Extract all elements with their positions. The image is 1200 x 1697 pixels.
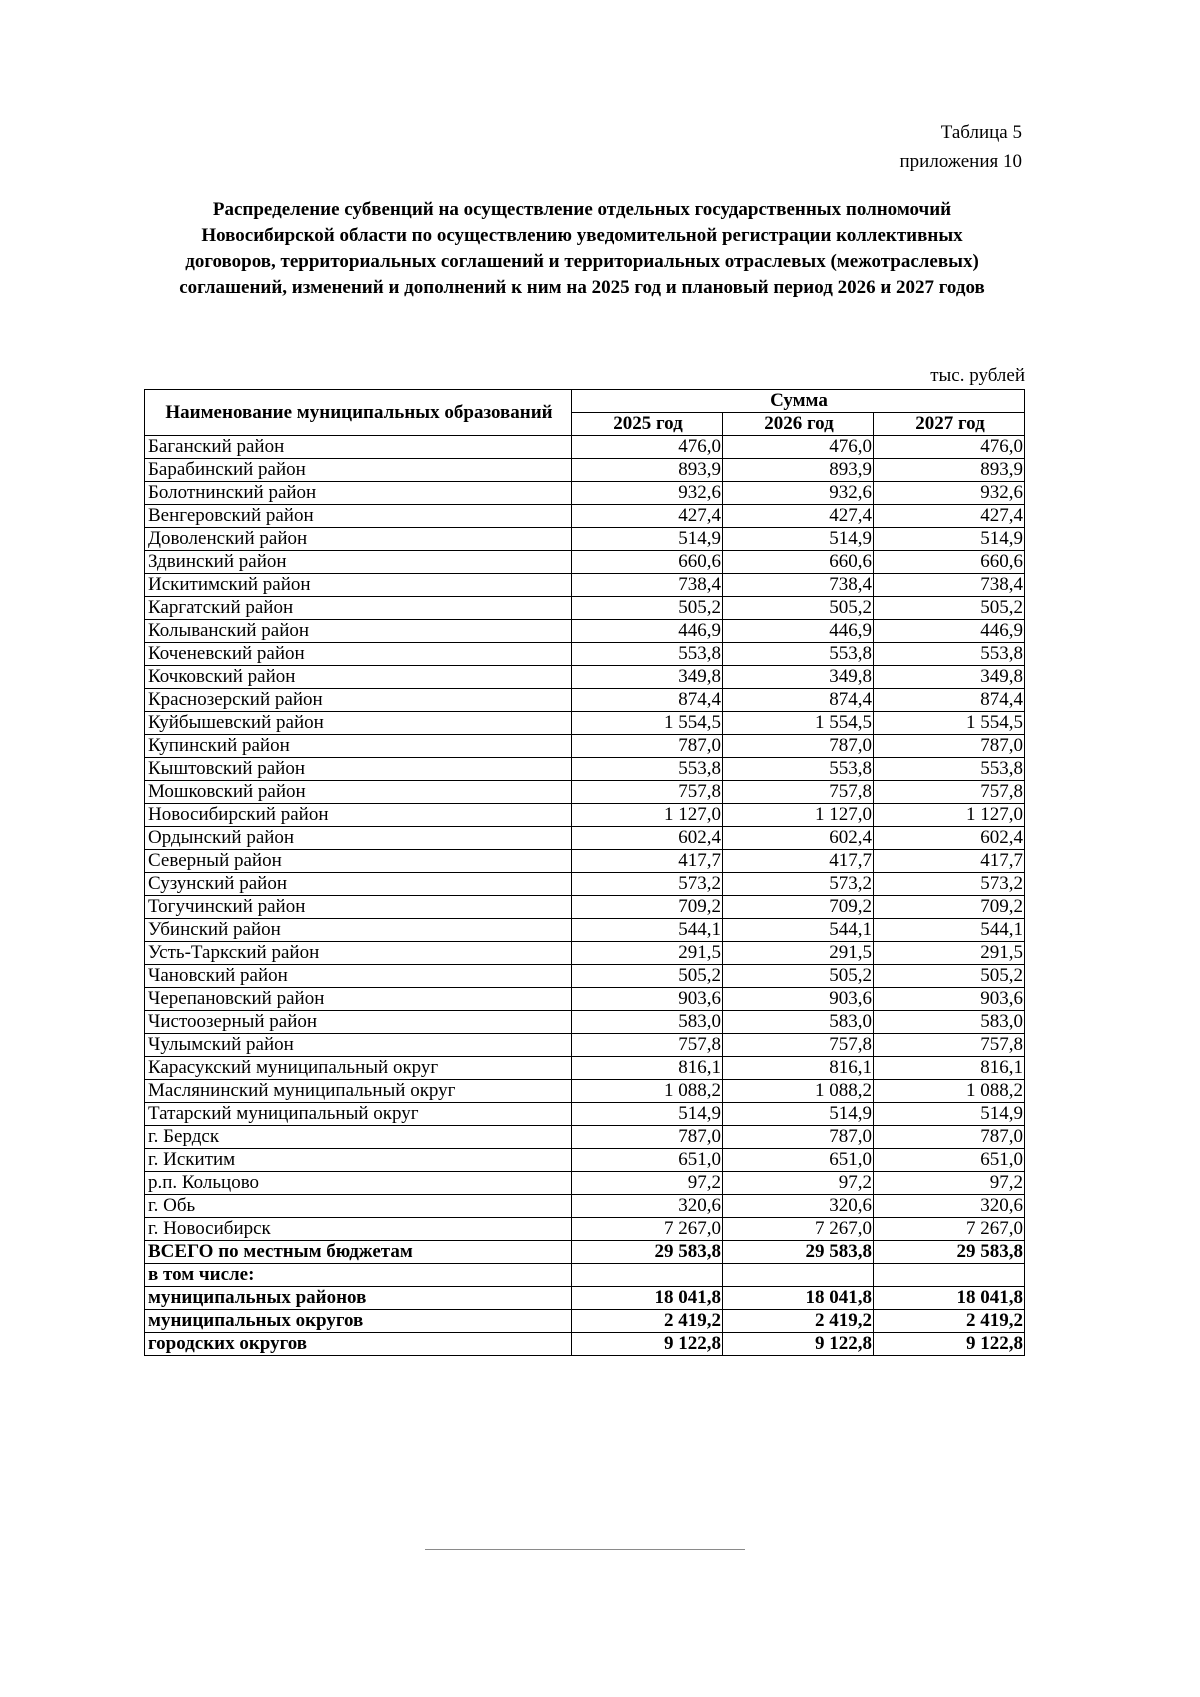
municipality-name: в том числе: [145, 1264, 572, 1287]
amount-2026: 757,8 [723, 1034, 874, 1057]
amount-2027: 787,0 [874, 735, 1025, 758]
table-row [145, 873, 1025, 896]
amount-2026: 757,8 [723, 781, 874, 804]
table-row [145, 1333, 1025, 1356]
municipality-name: Коченевский район [145, 643, 572, 666]
footer-rule [425, 1549, 745, 1550]
amount-2027: 757,8 [874, 781, 1025, 804]
amount-2025: 1 554,5 [572, 712, 723, 735]
table-row [145, 1103, 1025, 1126]
amount-2025: 583,0 [572, 1011, 723, 1034]
municipality-name: Сузунский район [145, 873, 572, 896]
amount-2025: 514,9 [572, 528, 723, 551]
amount-2027: 349,8 [874, 666, 1025, 689]
amount-2027: 505,2 [874, 597, 1025, 620]
subvention-table [144, 389, 1025, 1356]
amount-2026: 514,9 [723, 528, 874, 551]
amount-2026: 893,9 [723, 459, 874, 482]
amount-2027: 651,0 [874, 1149, 1025, 1172]
amount-2026: 874,4 [723, 689, 874, 712]
table-row [145, 758, 1025, 781]
amount-2025: 893,9 [572, 459, 723, 482]
document-title [140, 197, 1024, 301]
amount-2026: 651,0 [723, 1149, 874, 1172]
amount-2026: 932,6 [723, 482, 874, 505]
amount-2026: 7 267,0 [723, 1218, 874, 1241]
municipality-name: Доволенский район [145, 528, 572, 551]
municipality-name: Мошковский район [145, 781, 572, 804]
table-row [145, 1310, 1025, 1333]
amount-2025: 573,2 [572, 873, 723, 896]
amount-2026: 505,2 [723, 965, 874, 988]
table-row [145, 712, 1025, 735]
title-line: Новосибирской области по осуществлению уведомительной регистрации коллективных [201, 225, 963, 246]
amount-2026: 1 088,2 [723, 1080, 874, 1103]
municipality-name: Здвинский район [145, 551, 572, 574]
amount-2026: 97,2 [723, 1172, 874, 1195]
table-reference [900, 118, 1022, 176]
amount-2025: 660,6 [572, 551, 723, 574]
municipality-name: Баганский район [145, 436, 572, 459]
amount-2026: 18 041,8 [723, 1287, 874, 1310]
amount-2025: 553,8 [572, 643, 723, 666]
amount-2025: 514,9 [572, 1103, 723, 1126]
title-line: Распределение субвенций на осуществление отдельных государственных полномочий [212, 199, 952, 220]
table-row [145, 620, 1025, 643]
amount-2025: 7 267,0 [572, 1218, 723, 1241]
table-row [145, 1126, 1025, 1149]
amount-2025: 651,0 [572, 1149, 723, 1172]
table-row [145, 781, 1025, 804]
amount-2025: 1 088,2 [572, 1080, 723, 1103]
amount-2027: 320,6 [874, 1195, 1025, 1218]
municipality-name: Маслянинский муниципальный округ [145, 1080, 572, 1103]
amount-2027: 602,4 [874, 827, 1025, 850]
amount-2027: 7 267,0 [874, 1218, 1025, 1241]
amount-2027 [874, 1264, 1025, 1287]
table-row [145, 804, 1025, 827]
municipality-name: г. Новосибирск [145, 1218, 572, 1241]
amount-2025 [572, 1264, 723, 1287]
municipality-name: Искитимский район [145, 574, 572, 597]
amount-2027: 1 554,5 [874, 712, 1025, 735]
amount-2025: 787,0 [572, 735, 723, 758]
amount-2025: 97,2 [572, 1172, 723, 1195]
amount-2027: 816,1 [874, 1057, 1025, 1080]
table-row [145, 1195, 1025, 1218]
year-header: 2025 год [572, 413, 723, 436]
municipality-name: Новосибирский район [145, 804, 572, 827]
amount-2026: 446,9 [723, 620, 874, 643]
amount-2027: 874,4 [874, 689, 1025, 712]
table-body [145, 436, 1025, 1356]
amount-2027: 1 127,0 [874, 804, 1025, 827]
table-row [145, 1011, 1025, 1034]
amount-2025: 544,1 [572, 919, 723, 942]
table-row [145, 482, 1025, 505]
appendix-number: приложения 10 [899, 151, 1022, 172]
municipality-name: Чулымский район [145, 1034, 572, 1057]
amount-2025: 29 583,8 [572, 1241, 723, 1264]
amount-2026: 583,0 [723, 1011, 874, 1034]
title-line: соглашений, изменений и дополнений к ним на 2025 год и плановый период 2026 и 2027 годов [179, 277, 985, 298]
amount-2027: 2 419,2 [874, 1310, 1025, 1333]
table-row [145, 965, 1025, 988]
table-row [145, 1034, 1025, 1057]
amount-2025: 18 041,8 [572, 1287, 723, 1310]
amount-2027: 553,8 [874, 643, 1025, 666]
table-row [145, 1149, 1025, 1172]
amount-2025: 816,1 [572, 1057, 723, 1080]
municipality-name: г. Искитим [145, 1149, 572, 1172]
amount-2025: 757,8 [572, 1034, 723, 1057]
amount-2026: 476,0 [723, 436, 874, 459]
municipality-name: ВСЕГО по местным бюджетам [145, 1241, 572, 1264]
amount-2027: 18 041,8 [874, 1287, 1025, 1310]
table-row [145, 1218, 1025, 1241]
table-row [145, 827, 1025, 850]
amount-2026: 9 122,8 [723, 1333, 874, 1356]
amount-2025: 291,5 [572, 942, 723, 965]
amount-2026: 602,4 [723, 827, 874, 850]
table-row [145, 574, 1025, 597]
municipality-name: г. Обь [145, 1195, 572, 1218]
amount-2025: 757,8 [572, 781, 723, 804]
municipality-name: Венгеровский район [145, 505, 572, 528]
municipality-name: Краснозерский район [145, 689, 572, 712]
amount-2027: 903,6 [874, 988, 1025, 1011]
municipality-name: г. Бердск [145, 1126, 572, 1149]
amount-2027: 29 583,8 [874, 1241, 1025, 1264]
amount-2027: 709,2 [874, 896, 1025, 919]
amount-2025: 476,0 [572, 436, 723, 459]
amount-2027: 1 088,2 [874, 1080, 1025, 1103]
amount-2025: 932,6 [572, 482, 723, 505]
table-row [145, 1057, 1025, 1080]
table-number: Таблица 5 [940, 122, 1022, 143]
amount-2027: 505,2 [874, 965, 1025, 988]
municipality-name: р.п. Кольцово [145, 1172, 572, 1195]
year-header: 2027 год [874, 413, 1025, 436]
amount-2025: 349,8 [572, 666, 723, 689]
amount-2027: 514,9 [874, 1103, 1025, 1126]
amount-2027: 757,8 [874, 1034, 1025, 1057]
table-row [145, 1080, 1025, 1103]
sum-column-header: Сумма [572, 390, 1025, 413]
amount-2027: 932,6 [874, 482, 1025, 505]
amount-2025: 427,4 [572, 505, 723, 528]
amount-2025: 903,6 [572, 988, 723, 1011]
name-column-header: Наименование муниципальных образований [145, 390, 572, 436]
amount-2027: 573,2 [874, 873, 1025, 896]
amount-2026: 787,0 [723, 735, 874, 758]
municipality-name: Чистоозерный район [145, 1011, 572, 1034]
table-row [145, 1287, 1025, 1310]
municipality-name: Убинский район [145, 919, 572, 942]
amount-2026: 505,2 [723, 597, 874, 620]
amount-2026: 1 127,0 [723, 804, 874, 827]
municipality-name: муниципальных районов [145, 1287, 572, 1310]
amount-2025: 787,0 [572, 1126, 723, 1149]
amount-2025: 9 122,8 [572, 1333, 723, 1356]
amount-2027: 291,5 [874, 942, 1025, 965]
table-row [145, 505, 1025, 528]
amount-2025: 417,7 [572, 850, 723, 873]
amount-2026: 553,8 [723, 643, 874, 666]
table-row [145, 1172, 1025, 1195]
municipality-name: Чановский район [145, 965, 572, 988]
amount-2026: 2 419,2 [723, 1310, 874, 1333]
amount-2026: 514,9 [723, 1103, 874, 1126]
table-row [145, 1241, 1025, 1264]
table-row [145, 1264, 1025, 1287]
amount-2026: 320,6 [723, 1195, 874, 1218]
municipality-name: Кыштовский район [145, 758, 572, 781]
table-row [145, 735, 1025, 758]
municipality-name: Тогучинский район [145, 896, 572, 919]
amount-2026: 903,6 [723, 988, 874, 1011]
municipality-name: Куйбышевский район [145, 712, 572, 735]
municipality-name: Усть-Таркский район [145, 942, 572, 965]
table-row [145, 436, 1025, 459]
municipality-name: Северный район [145, 850, 572, 873]
amount-2027: 97,2 [874, 1172, 1025, 1195]
municipality-name: Ордынский район [145, 827, 572, 850]
amount-2025: 874,4 [572, 689, 723, 712]
municipality-name: Каргатский район [145, 597, 572, 620]
table-row [145, 942, 1025, 965]
amount-2025: 446,9 [572, 620, 723, 643]
amount-2025: 505,2 [572, 965, 723, 988]
amount-2027: 738,4 [874, 574, 1025, 597]
amount-2025: 2 419,2 [572, 1310, 723, 1333]
amount-2026: 660,6 [723, 551, 874, 574]
amount-2026 [723, 1264, 874, 1287]
municipality-name: Купинский район [145, 735, 572, 758]
amount-2026: 573,2 [723, 873, 874, 896]
title-line: договоров, территориальных соглашений и территориальных отраслевых (межотраслевых) [185, 251, 979, 272]
amount-2026: 291,5 [723, 942, 874, 965]
amount-2026: 29 583,8 [723, 1241, 874, 1264]
municipality-name: Колыванский район [145, 620, 572, 643]
amount-2027: 427,4 [874, 505, 1025, 528]
table-row [145, 459, 1025, 482]
amount-2027: 476,0 [874, 436, 1025, 459]
amount-2027: 417,7 [874, 850, 1025, 873]
year-header: 2026 год [723, 413, 874, 436]
amount-2026: 427,4 [723, 505, 874, 528]
amount-2027: 787,0 [874, 1126, 1025, 1149]
amount-2026: 738,4 [723, 574, 874, 597]
amount-2025: 320,6 [572, 1195, 723, 1218]
table-row [145, 643, 1025, 666]
amount-2026: 417,7 [723, 850, 874, 873]
municipality-name: Татарский муниципальный округ [145, 1103, 572, 1126]
table-row [145, 689, 1025, 712]
municipality-name: Барабинский район [145, 459, 572, 482]
amount-2025: 553,8 [572, 758, 723, 781]
amount-2026: 787,0 [723, 1126, 874, 1149]
table-row [145, 896, 1025, 919]
municipality-name: городских округов [145, 1333, 572, 1356]
unit-label: тыс. рублей [930, 365, 1025, 386]
municipality-name: Карасукский муниципальный округ [145, 1057, 572, 1080]
amount-2027: 9 122,8 [874, 1333, 1025, 1356]
amount-2027: 544,1 [874, 919, 1025, 942]
amount-2027: 553,8 [874, 758, 1025, 781]
table-row [145, 919, 1025, 942]
amount-2026: 553,8 [723, 758, 874, 781]
table-row [145, 988, 1025, 1011]
amount-2026: 1 554,5 [723, 712, 874, 735]
table-row [145, 551, 1025, 574]
amount-2027: 514,9 [874, 528, 1025, 551]
table-row [145, 528, 1025, 551]
amount-2026: 544,1 [723, 919, 874, 942]
municipality-name: Черепановский район [145, 988, 572, 1011]
amount-2025: 738,4 [572, 574, 723, 597]
municipality-name: муниципальных округов [145, 1310, 572, 1333]
table-row [145, 666, 1025, 689]
amount-2027: 446,9 [874, 620, 1025, 643]
amount-2025: 505,2 [572, 597, 723, 620]
amount-2026: 816,1 [723, 1057, 874, 1080]
amount-2025: 602,4 [572, 827, 723, 850]
municipality-name: Болотнинский район [145, 482, 572, 505]
amount-2027: 893,9 [874, 459, 1025, 482]
amount-2025: 709,2 [572, 896, 723, 919]
table-row [145, 597, 1025, 620]
amount-2027: 660,6 [874, 551, 1025, 574]
amount-2026: 709,2 [723, 896, 874, 919]
table-row [145, 850, 1025, 873]
amount-2026: 349,8 [723, 666, 874, 689]
municipality-name: Кочковский район [145, 666, 572, 689]
amount-2025: 1 127,0 [572, 804, 723, 827]
amount-2027: 583,0 [874, 1011, 1025, 1034]
